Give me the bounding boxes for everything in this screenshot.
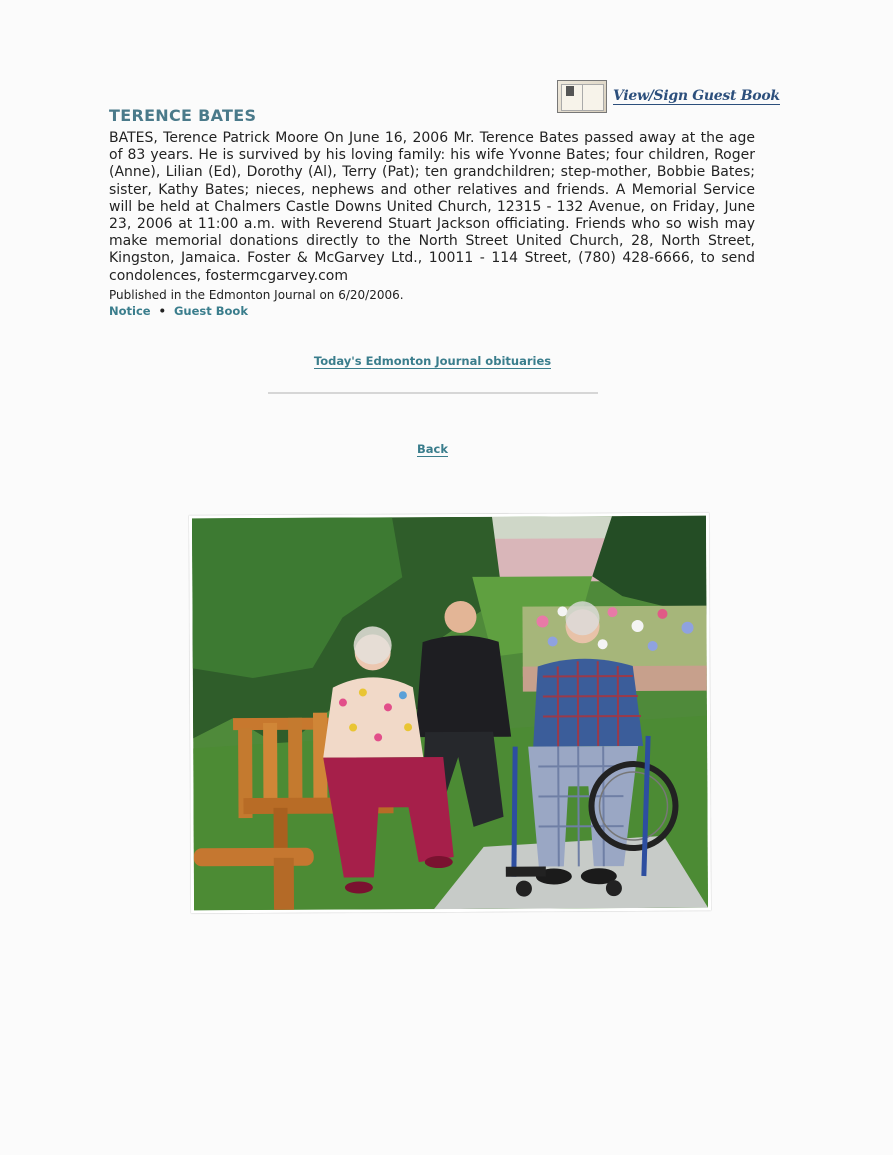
obituary-title: TERENCE BATES <box>109 106 257 125</box>
notice-links-row <box>109 304 248 318</box>
guestbook-link-label[interactable]: View/Sign Guest Book <box>613 88 780 104</box>
todays-obituaries-row <box>0 354 865 368</box>
view-sign-guestbook-link[interactable] <box>557 80 780 113</box>
back-link[interactable]: Back <box>417 442 448 456</box>
obituary-body: BATES, Terence Patrick Moore On June 16, 2006 Mr. Terence Bates passed away at the age of 83 years. He is survived by his loving family: his wife Yvonne Bates; four children, Roger (Anne), Lilian (Ed), Dorothy (Al), Terry (Pat); ten grandchildren; step-mother, Bobbie Bates; sister, Kathy Bates; nieces, nephews and other relatives and friends. A Memorial Service will be held at Chalmers Castle Downs United Church, 12315 - 132 Avenue, on Friday, June 23, 2006 at 11:00 a.m. with Reverend Stuart Jackson officiating. Friends who so wish may make memorial donations directly to the North Street United Church, 28, North Street, Kingston, Jamaica. Foster & McGarvey Ltd., 10011 - 114 Street, (780) 428-6666, to send condolences, fostermcgarvey.com <box>109 130 755 284</box>
family-photo <box>189 513 711 914</box>
divider <box>268 392 598 394</box>
notice-link[interactable]: Notice <box>109 304 151 318</box>
guestbook-icon <box>557 80 607 113</box>
back-row <box>0 442 865 456</box>
todays-obituaries-link[interactable]: Today's Edmonton Journal obituaries <box>313 354 552 368</box>
guest-book-link[interactable]: Guest Book <box>173 304 248 318</box>
family-photo-image <box>192 516 708 911</box>
link-separator: • <box>158 304 166 318</box>
published-note: Published in the Edmonton Journal on 6/20/2006. <box>109 288 404 302</box>
